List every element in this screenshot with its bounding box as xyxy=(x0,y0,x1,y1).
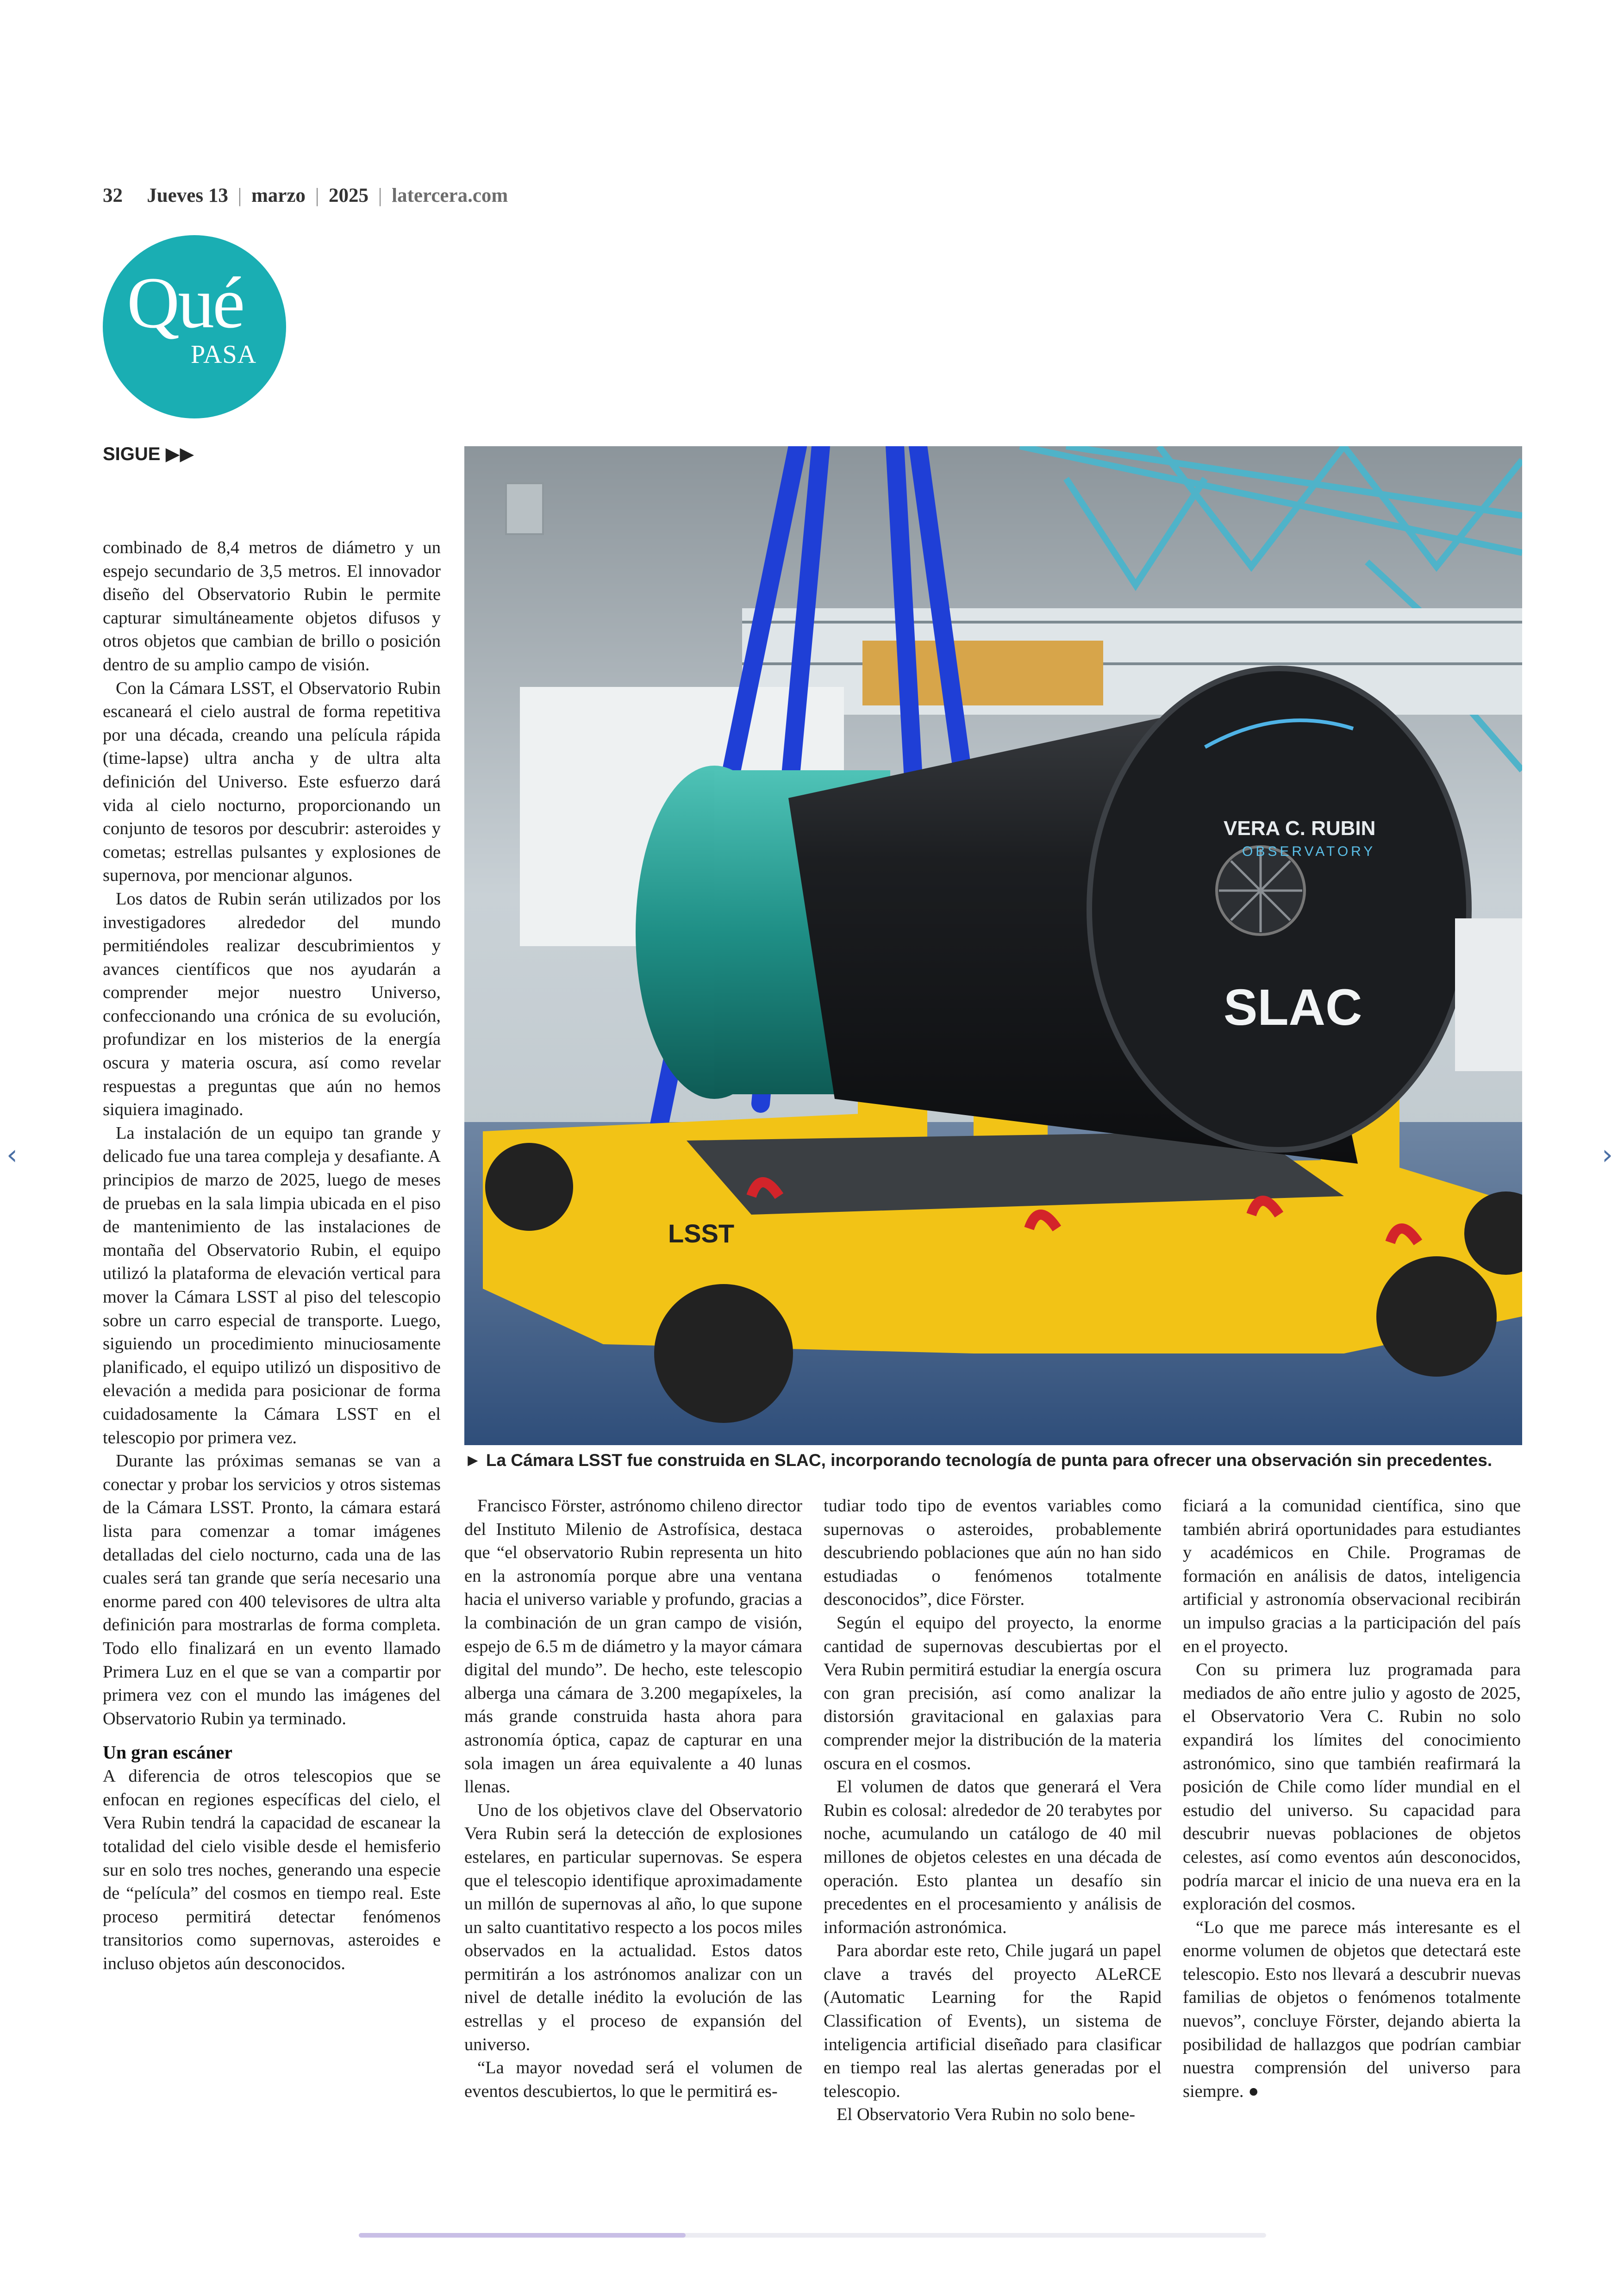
upper-level xyxy=(742,608,1522,715)
header-month: marzo xyxy=(251,185,306,206)
paragraph: ficiará a la comunidad científica, sino que también abrirá oportunidades para estudiantes y académicos en Chile. Programas de formación en análisis de datos, inteligencia artificial y astronomía observacional recibirán un impulso gracias a la participación del país en el proyecto. xyxy=(1183,1496,1521,1656)
paragraph: tudiar todo tipo de eventos variables como supernovas o asteroides, probablemente descubriendo poblaciones que aún no han sido estudiadas o fenómenos totalmente desconocidos”, dice Förster. xyxy=(824,1496,1162,1609)
header-site[interactable]: latercera.com xyxy=(392,185,508,206)
paragraph: Con su primera luz programada para mediados de año entre julio y agosto de 2025, el Observatorio Vera C. Rubin no solo expandirá los límites del conocimiento astronómico, sino que también reafirmará la posición de Chile como líder mundial en el estudio del universo. Su capacidad para descubrir nuevas poblaciones de objetos celestes, así como eventos aún desconocidos, podría marcar el inicio de una nueva era en la exploración del cosmos. xyxy=(1183,1660,1521,1914)
paragraph: Según el equipo del proyecto, la enorme cantidad de supernovas descubiertas por el Vera Rubin permitirá estudiar la energía oscura con gran precisión, así como analizar la distorsión gravitacional en galaxias para comprender mejor la distribución de la materia oscura en el cosmos. xyxy=(824,1613,1162,1773)
next-page-arrow-icon[interactable]: › xyxy=(1602,1139,1613,1171)
paragraph: Uno de los objetivos clave del Observatorio Vera Rubin será la detección de explosiones estelares, en particular supernovas. Se espera que el telescopio identifique aproximadamente un millón de supernovas al año, lo que supone un salto cuantitativo respecto a los pocos miles observados en la actualidad. Estos datos permitirán a los astrónomos analizar con un nivel de detalle inédito la evolución de las estrellas y el proceso de expansión del universo. xyxy=(464,1800,802,2054)
que-pasa-logo xyxy=(103,235,286,418)
paragraph: Los datos de Rubin serán utilizados por los investigadores alrededor del mundo permitiéndoles realizar descubrimientos y avances científicos que nos ayudarán a comprender mejor nuestro Universo, confeccionando una crónica de su evolución, profundizar en los misterios de la energía oscura y materia oscura, así como revelar respuestas a preguntas que aún no hemos siquiera imaginado. xyxy=(103,889,441,1120)
paragraph: La instalación de un equipo tan grande y delicado fue una tarea compleja y desafiante. A principios de marzo de 2025, luego de meses de pruebas en la sala limpia ubicada en el piso de mantenimiento de las instalaciones de montaña del Observatorio Rubin, el equipo utilizó la plataforma de elevación vertical para mover la Cámara LSST al piso del telescopio sobre un carro especial de transporte. Luego, siguiendo un procedimiento minuciosamente planificado, el equipo utilizó un dispositivo de elevación a medida para posicionar de forma cuidadosamente la Cámara LSST en el telescopio por primera vez. xyxy=(103,1123,441,1447)
paragraph: Durante las próximas semanas se van a conectar y probar los servicios y otros sistemas de la Cámara LSST. Pronto, la cámara estará lista para comenzar a tomar imágenes detalladas del cielo nocturno, cada una de las cuales será tan grande que sería necesario una enorme pared con 400 televisores de ultra alta definición para mostrarlas de forma completa. Todo ello finalizará en un evento llamado Primera Luz en el que se van a compartir por primera vez con el mundo las imágenes del Observatorio Rubin ya terminado. xyxy=(103,1451,441,1728)
label-vera-rubin: VERA C. RUBIN xyxy=(1224,817,1376,840)
paragraph: “La mayor novedad será el volumen de eventos descubiertos, lo que le permitirá es- xyxy=(464,2058,802,2101)
header-year: 2025 xyxy=(329,185,369,206)
page-number: 32 xyxy=(103,185,123,206)
paragraph: Con la Cámara LSST, el Observatorio Rubin escaneará el cielo austral de forma repetitiva por una década, creando una película rápida (time-lapse) ultra ancha y de ultra alta definición del Universo. Este esfuerzo dará vida al cielo nocturno, proporcionando un conjunto de tesoros por descubrir: asteroides y cometas; estrellas pulsantes y explosiones de supernova, por mencionar algunos. xyxy=(103,678,441,886)
header-day: Jueves 13 xyxy=(147,185,228,206)
paragraph: El volumen de datos que generará el Vera Rubin es colosal: alrededor de 20 terabytes por noche, acumulando un catálogo de 40 mil millones de objetos celestes en una década de operación. Esto plantea un desafío sin precedentes en el procesamiento y análisis de información astronómica. xyxy=(824,1777,1162,1937)
reading-progress-fill xyxy=(359,2233,686,2238)
page-header: 32 Jueves 13 | marzo | 2025 | latercera.com xyxy=(103,185,508,206)
paragraph: Para abordar este reto, Chile jugará un papel clave a través del proyecto ALeRCE (Automatic Learning for the Rapid Classification of Events), un sistema de inteligencia artificial diseñado para clasificar en tiempo real las alertas generadas por el telescopio. xyxy=(824,1941,1162,2101)
section-subhead: Un gran escáner xyxy=(103,1742,232,1763)
reading-progress-bar[interactable] xyxy=(359,2233,1266,2238)
article-column-1 xyxy=(103,536,441,1976)
photo-illustration xyxy=(464,446,1522,1445)
label-slac: SLAC xyxy=(1224,979,1362,1036)
photo-caption: ► La Cámara LSST fue construida en SLAC, incorporando tecnología de punta para ofrecer una observación sin precedentes. xyxy=(464,1451,1493,1470)
paragraph: “Lo que me parece más interesante es el enorme volumen de objetos que detectará este telescopio. Esto nos llevará a descubrir nuevas familias de objetos o fenómenos totalmente nuevos”, concluye Förster, dejando abierta la posibilidad de hallazgos que podrían cambiar nuestra comprensión del universo para siempre. ● xyxy=(1183,1917,1521,2101)
sigue-label: SIGUE ▶▶ xyxy=(103,444,194,464)
air-vent xyxy=(506,483,543,534)
article-column-4 xyxy=(1183,1494,1521,2103)
paragraph: A diferencia de otros telescopios que se enfocan en regiones específicas del cielo, el Vera Rubin tendrá la capacidad de escanear la totalidad del cielo visible desde el hemisferio sur en solo tres noches, generando una especie de “película” del cosmos en tiempo real. Este proceso permitirá detectar fenómenos transitorios como supernovas, asteroides e incluso objetos aún desconocidos. xyxy=(103,1766,441,1974)
label-lsst: LSST xyxy=(668,1219,735,1248)
article-column-3 xyxy=(824,1494,1162,2127)
lsst-camera-photo xyxy=(464,446,1522,1445)
prev-page-arrow-icon[interactable]: ‹ xyxy=(6,1139,18,1171)
label-observatory: OBSERVATORY xyxy=(1242,844,1376,859)
logo-word-que: Qué xyxy=(127,262,244,343)
side-equipment xyxy=(1455,918,1522,1071)
logo-word-pasa: PASA xyxy=(191,340,257,369)
article-column-2 xyxy=(464,1494,802,2103)
camera-iris xyxy=(1217,847,1305,935)
paragraph: Francisco Förster, astrónomo chileno director del Instituto Milenio de Astrofísica, destaca que “el observatorio Rubin representa un hito en la astronomía porque abre una ventana hacia el universo variable y profundo, gracias a la combinación de un gran campo de visión, espejo de 6.5 m de diámetro y la mayor cámara digital del mundo”. De hecho, este telescopio alberga una cámara de 3.200 megapíxeles, la más grande construida hasta ahora para astronomía óptica, capaz de capturar en una sola imagen un área equivalente a 40 lunas llenas. xyxy=(464,1496,802,1797)
paragraph: El Observatorio Vera Rubin no solo bene- xyxy=(837,2105,1136,2125)
paragraph: combinado de 8,4 metros de diámetro y un espejo secundario de 3,5 metros. El innovador diseño del Observatorio Rubin le permite capturar simultáneamente objetos difusos y otros objetos que cambian de brillo o posición dentro de su amplio campo de visión. xyxy=(103,538,441,674)
